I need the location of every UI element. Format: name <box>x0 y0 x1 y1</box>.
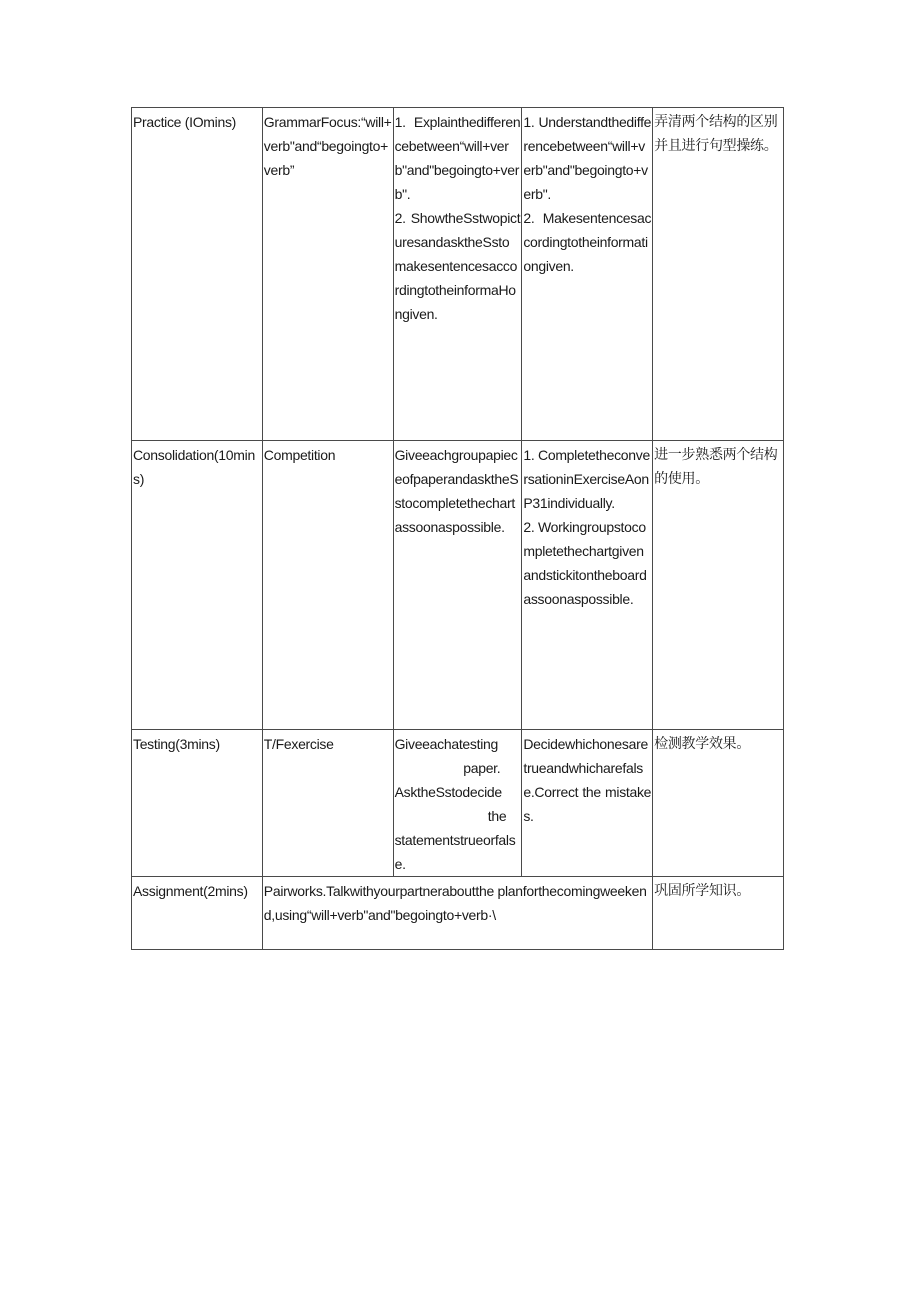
student-activity-cell: Decidewhichonesaretrueandwhicharefalse.Correct the mistakes. <box>522 730 653 877</box>
purpose-cell: 检测教学效果。 <box>653 730 784 877</box>
teacher-activity-line: Giveeachatesting <box>394 736 498 752</box>
teacher-activity-line: AsktheSstodecide <box>394 784 502 800</box>
teacher-activity-cell: 1. Explainthedifferencebetween“will+verb"and"begoingto+verb". 2. ShowtheSstwopicturesandasktheSstomakesentencesaccordingtotheinformaHongiven. <box>393 108 522 441</box>
teacher-activity-cell: GiveeachgroupapieceofpaperandasktheSstocompletethechartassoonaspossible. <box>393 441 522 730</box>
stage-cell: Testing(3mins) <box>132 730 263 877</box>
lesson-plan-table <box>131 107 784 950</box>
table-row-testing <box>132 730 784 877</box>
teacher-activity-line: the <box>487 808 507 824</box>
student-activity-cell: 1. CompletetheconversationinExerciseAonP31individually. 2. Workingroupstocompletethechartgivenandstickitontheboardassoonaspossible. <box>522 441 653 730</box>
content-cell: GrammarFocus:“will+verb"and“begoingto+verb” <box>262 108 393 441</box>
stage-cell: Practice (IOmins) <box>132 108 263 441</box>
stage-cell: Assignment(2mins) <box>132 877 263 950</box>
purpose-cell: 进一步熟悉两个结构的使用。 <box>653 441 784 730</box>
purpose-cell: 巩固所学知识。 <box>653 877 784 950</box>
stage-cell: Consolidation(10mins) <box>132 441 263 730</box>
content-cell: Competition <box>262 441 393 730</box>
table-row-assignment <box>132 877 784 950</box>
teacher-activity-cell <box>393 730 522 877</box>
teacher-activity-line: statementstrueorfalse. <box>394 832 516 872</box>
table-row-practice <box>132 108 784 441</box>
teacher-activity-line: paper. <box>463 760 501 776</box>
student-activity-cell: 1. Understandthedifferencebetween“will+verb"and"begoingto+verb". 2. Makesentencesaccordingtotheinformationgiven. <box>522 108 653 441</box>
assignment-content-cell: Pairworks.Talkwithyourpartneraboutthe planforthecomingweekend,using“will+verb"and"begoingto+verb·\ <box>262 877 652 950</box>
table-row-consolidation <box>132 441 784 730</box>
content-cell: T/Fexercise <box>262 730 393 877</box>
purpose-cell: 弄清两个结构的区别并且进行句型操练。 <box>653 108 784 441</box>
